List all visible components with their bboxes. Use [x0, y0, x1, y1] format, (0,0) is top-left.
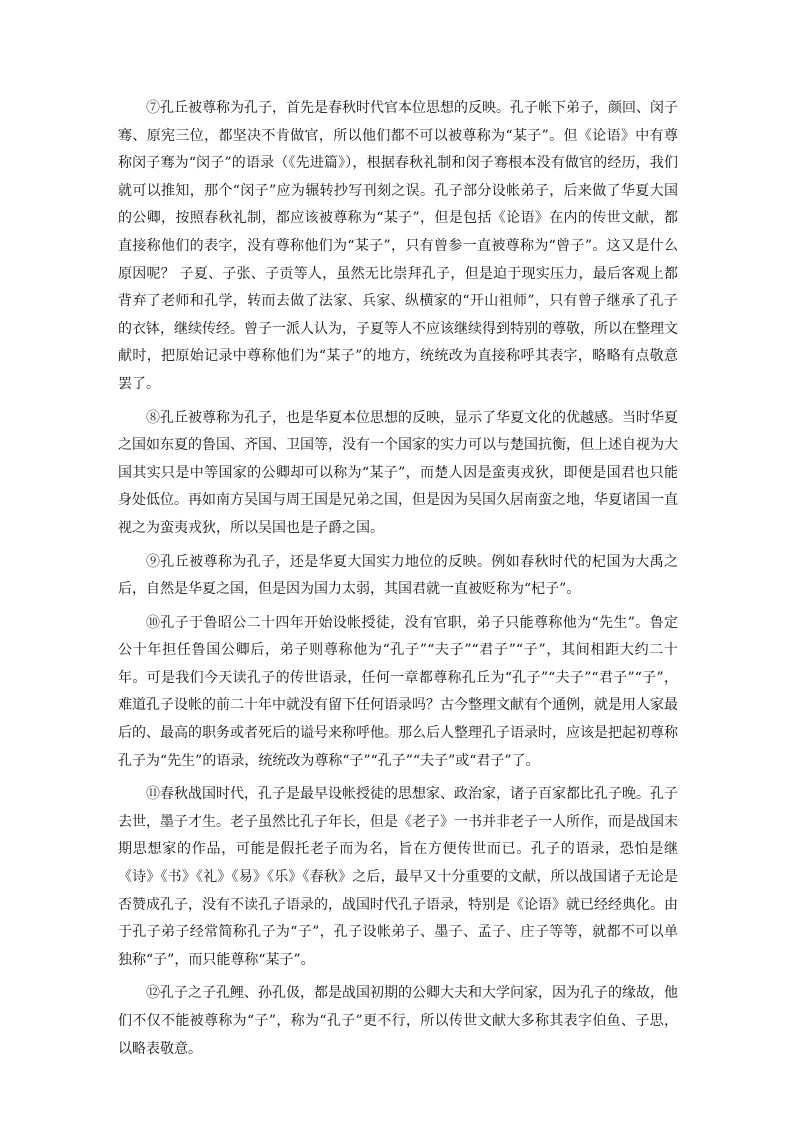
- document-page: [118, 95, 678, 1069]
- paragraph-8: ⑧孔丘被尊称为孔子，也是华夏本位思想的反映，显示了华夏文化的优越感。当时华夏之国如东夏的鲁国、齐国、卫国等，没有一个国家的实力可以与楚国抗衡，但上述自视为大国其实只是中等国家的公卿却可以称为“某子”，而楚人因是蛮夷戎狄，即便是国君也只能身处低位。再如南方吴国与周王国是兄弟之国，但是因为吴国久居南蛮之地，华夏诸国一直视之为蛮夷戎狄，所以吴国也是子爵之国。: [118, 409, 678, 536]
- paragraph-10: ⑩孔子于鲁昭公二十四年开始设帐授徒，没有官职，弟子只能尊称他为“先生”。鲁定公十年担任鲁国公卿后，弟子则尊称他为“孔子”“夫子”“君子”“子”，其间相距大约二十年。可是我们今天读孔子的传世语录，任何一章都尊称孔丘为“孔子”“夫子”“君子”“子”，难道孔子设帐的前二十年中就没有留下任何语录吗？古今整理文献有个通例，就是用人家最后的、最高的职务或者死后的谥号来称呼他。那么后人整理孔子语录时，应该是把起初尊称孔子为“先生”的语录，统统改为尊称“子”“孔子”“夫子”或“君子”了。: [118, 614, 678, 769]
- paragraph-11: ⑪春秋战国时代，孔子是最早设帐授徒的思想家、政治家，诸子百家都比孔子晚。孔子去世，墨子才生。老子虽然比孔子年长，但是《老子》一书并非老子一人所作，而是战国末期思想家的作品，可能是假托老子而为名，旨在方便传世而已。孔子的语录，恐怕是继《诗》《书》《礼》《易》《乐》《春秋》之后，最早又十分重要的文献，所以战国诸子无论是否赞成孔子，没有不读孔子语录的，战国时代孔子语录，特别是《论语》就已经经典化。由于孔子弟子经常简称孔子为“子”，孔子设帐弟子、墨子、孟子、庄子等等，就都不可以单独称“子”，而只能尊称“某子”。: [118, 786, 678, 968]
- paragraph-9: ⑨孔丘被尊称为孔子，还是华夏大国实力地位的反映。例如春秋时代的杞国为大禹之后，自然是华夏之国，但是因为国力太弱，其国君就一直被贬称为“杞子”。: [118, 553, 678, 598]
- paragraph-12: ⑫孔子之子孔鲤、孙孔伋，都是战国初期的公卿大夫和大学问家，因为孔子的缘故，他们不仅不能被尊称为“子”，称为“孔子”更不行，所以传世文献大多称其表字伯鱼、子思，以略表敬意。: [118, 985, 678, 1057]
- paragraph-7: ⑦孔丘被尊称为孔子，首先是春秋时代官本位思想的反映。孔子帐下弟子，颜回、闵子骞、原宪三位，都坚决不肯做官，所以他们都不可以被尊称为“某子”。但《论语》中有尊称闵子骞为“闵子”的语录（《先进篇》），根据春秋礼制和闵子骞根本没有做官的经历，我们就可以推知，那个“闵子”应为辗转抄写刊刻之误。孔子部分设帐弟子，后来做了华夏大国的公卿，按照春秋礼制，都应该被尊称为“某子”，但是包括《论语》在内的传世文献，都直接称他们的表字，没有尊称他们为“某子”，只有曾参一直被尊称为“曾子”。这又是什么原因呢？ 子夏、子张、子贡等人，虽然无比崇拜孔子，但是迫于现实压力，最后客观上都背弃了老师和孔学，转而去做了法家、兵家、纵横家的“开山祖师”，只有曾子继承了孔子的衣钵，继续传经。曾子一派人认为，子夏等人不应该继续得到特别的尊敬，所以在整理文献时，把原始记录中尊称他们为“某子”的地方，统统改为直接称呼其表字，略略有点敬意罢了。: [118, 100, 678, 392]
